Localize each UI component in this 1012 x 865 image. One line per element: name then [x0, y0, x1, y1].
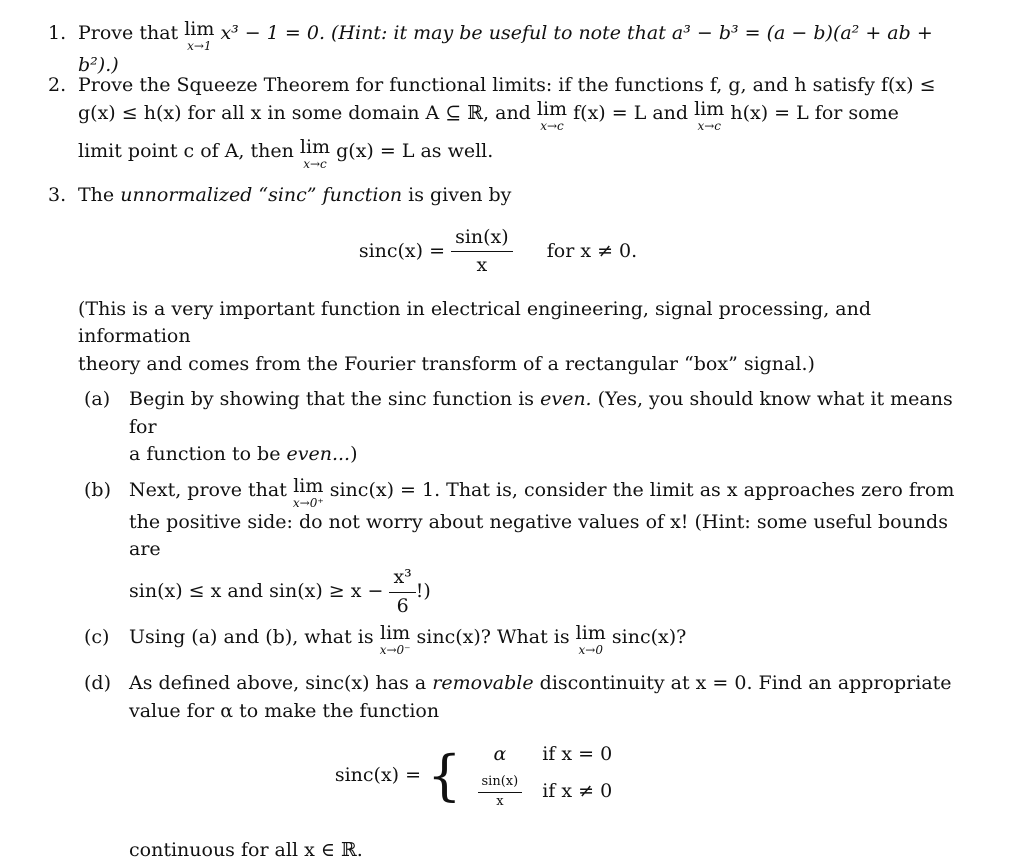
part-d: (d) As defined above, sinc(x) has a removable discontinuity at x = 0. Find an appropriate value for α to make the function sinc(x) = { α if x = 0 $\frac{\sin(x)}{x}$ if x ≠ 0 continuous for all x ∈ ℝ. [84, 670, 978, 865]
problem-intro: The unnormalized “sinc” function is given by [78, 184, 512, 206]
problem-line: g(x) ≤ h(x) for all x in some domain A ⊆ ℝ, and lim x→c f(x) = L and lim x→c h(x) = L for some [78, 97, 899, 133]
problem-number: 2. [48, 74, 67, 96]
limit-operator: lim x→0⁺ [292, 474, 324, 510]
fraction: $\frac{\sin(x)}{x}$ [478, 773, 523, 812]
piecewise-definition: sinc(x) = { α if x = 0 $\frac{\sin(x)}{x}$ if x ≠ 0 [0, 739, 978, 813]
sinc-definition: sinc(x) = $\frac{\sin(x)}{x}$ for x ≠ 0. [18, 224, 978, 280]
problem-line: Prove the Squeeze Theorem for functional limits: if the functions f, g, and h satisfy f(x) ≤ [78, 74, 936, 96]
problem-text: Prove that [78, 22, 179, 44]
fraction: $\frac{\text{x³}}{6}$ [389, 564, 415, 620]
closing-line: continuous for all x ∈ ℝ. [129, 839, 363, 862]
part-a: (a) Begin by showing that the sinc function is even. (Yes, you should know what it means for a function to be even...) [84, 388, 953, 466]
problem-number: 3. [48, 184, 67, 206]
limit-operator: lim x→c [536, 97, 568, 133]
problem-expression: x³ − 1 = 0. (Hint: it may be useful to note that a³ − b³ = (a − b)(a² + ab + b²).) [78, 22, 933, 76]
limit-operator: lim x→c [299, 135, 331, 171]
limit-operator: lim x→0 [575, 622, 606, 658]
explanation-paragraph: (This is a very important function in electrical engineering, signal processing, and information theory and comes from the Fourier transform of a rectangular “box” signal.) [78, 297, 872, 375]
problem-number: 1. [48, 22, 67, 44]
problem-2 [48, 72, 978, 170]
fraction: $\frac{\sin(x)}{x}$ [451, 224, 513, 280]
left-brace: { [427, 744, 462, 808]
limit-operator: lim x→1 [184, 18, 215, 53]
part-c: (c) Using (a) and (b), what is lim x→0⁻ sinc(x)? What is lim x→0 sinc(x)? [84, 622, 687, 658]
problem-3 [48, 182, 978, 865]
problem-1 [48, 20, 978, 80]
limit-operator: lim x→c [694, 97, 725, 133]
problem-line: limit point c of A, then lim x→c g(x) = L as well. [78, 135, 494, 171]
part-b: (b) Next, prove that lim x→0⁺ sinc(x) = 1. That is, consider the limit as x approaches zero from the positive side: do not worry about negative values of x! (Hint: some useful bounds are sin(x) ≤ x and sin(x) ≥ x − $\frac{\text{x³}}{6}$ !) [84, 477, 978, 620]
limit-operator: lim x→0⁻ [379, 622, 411, 658]
